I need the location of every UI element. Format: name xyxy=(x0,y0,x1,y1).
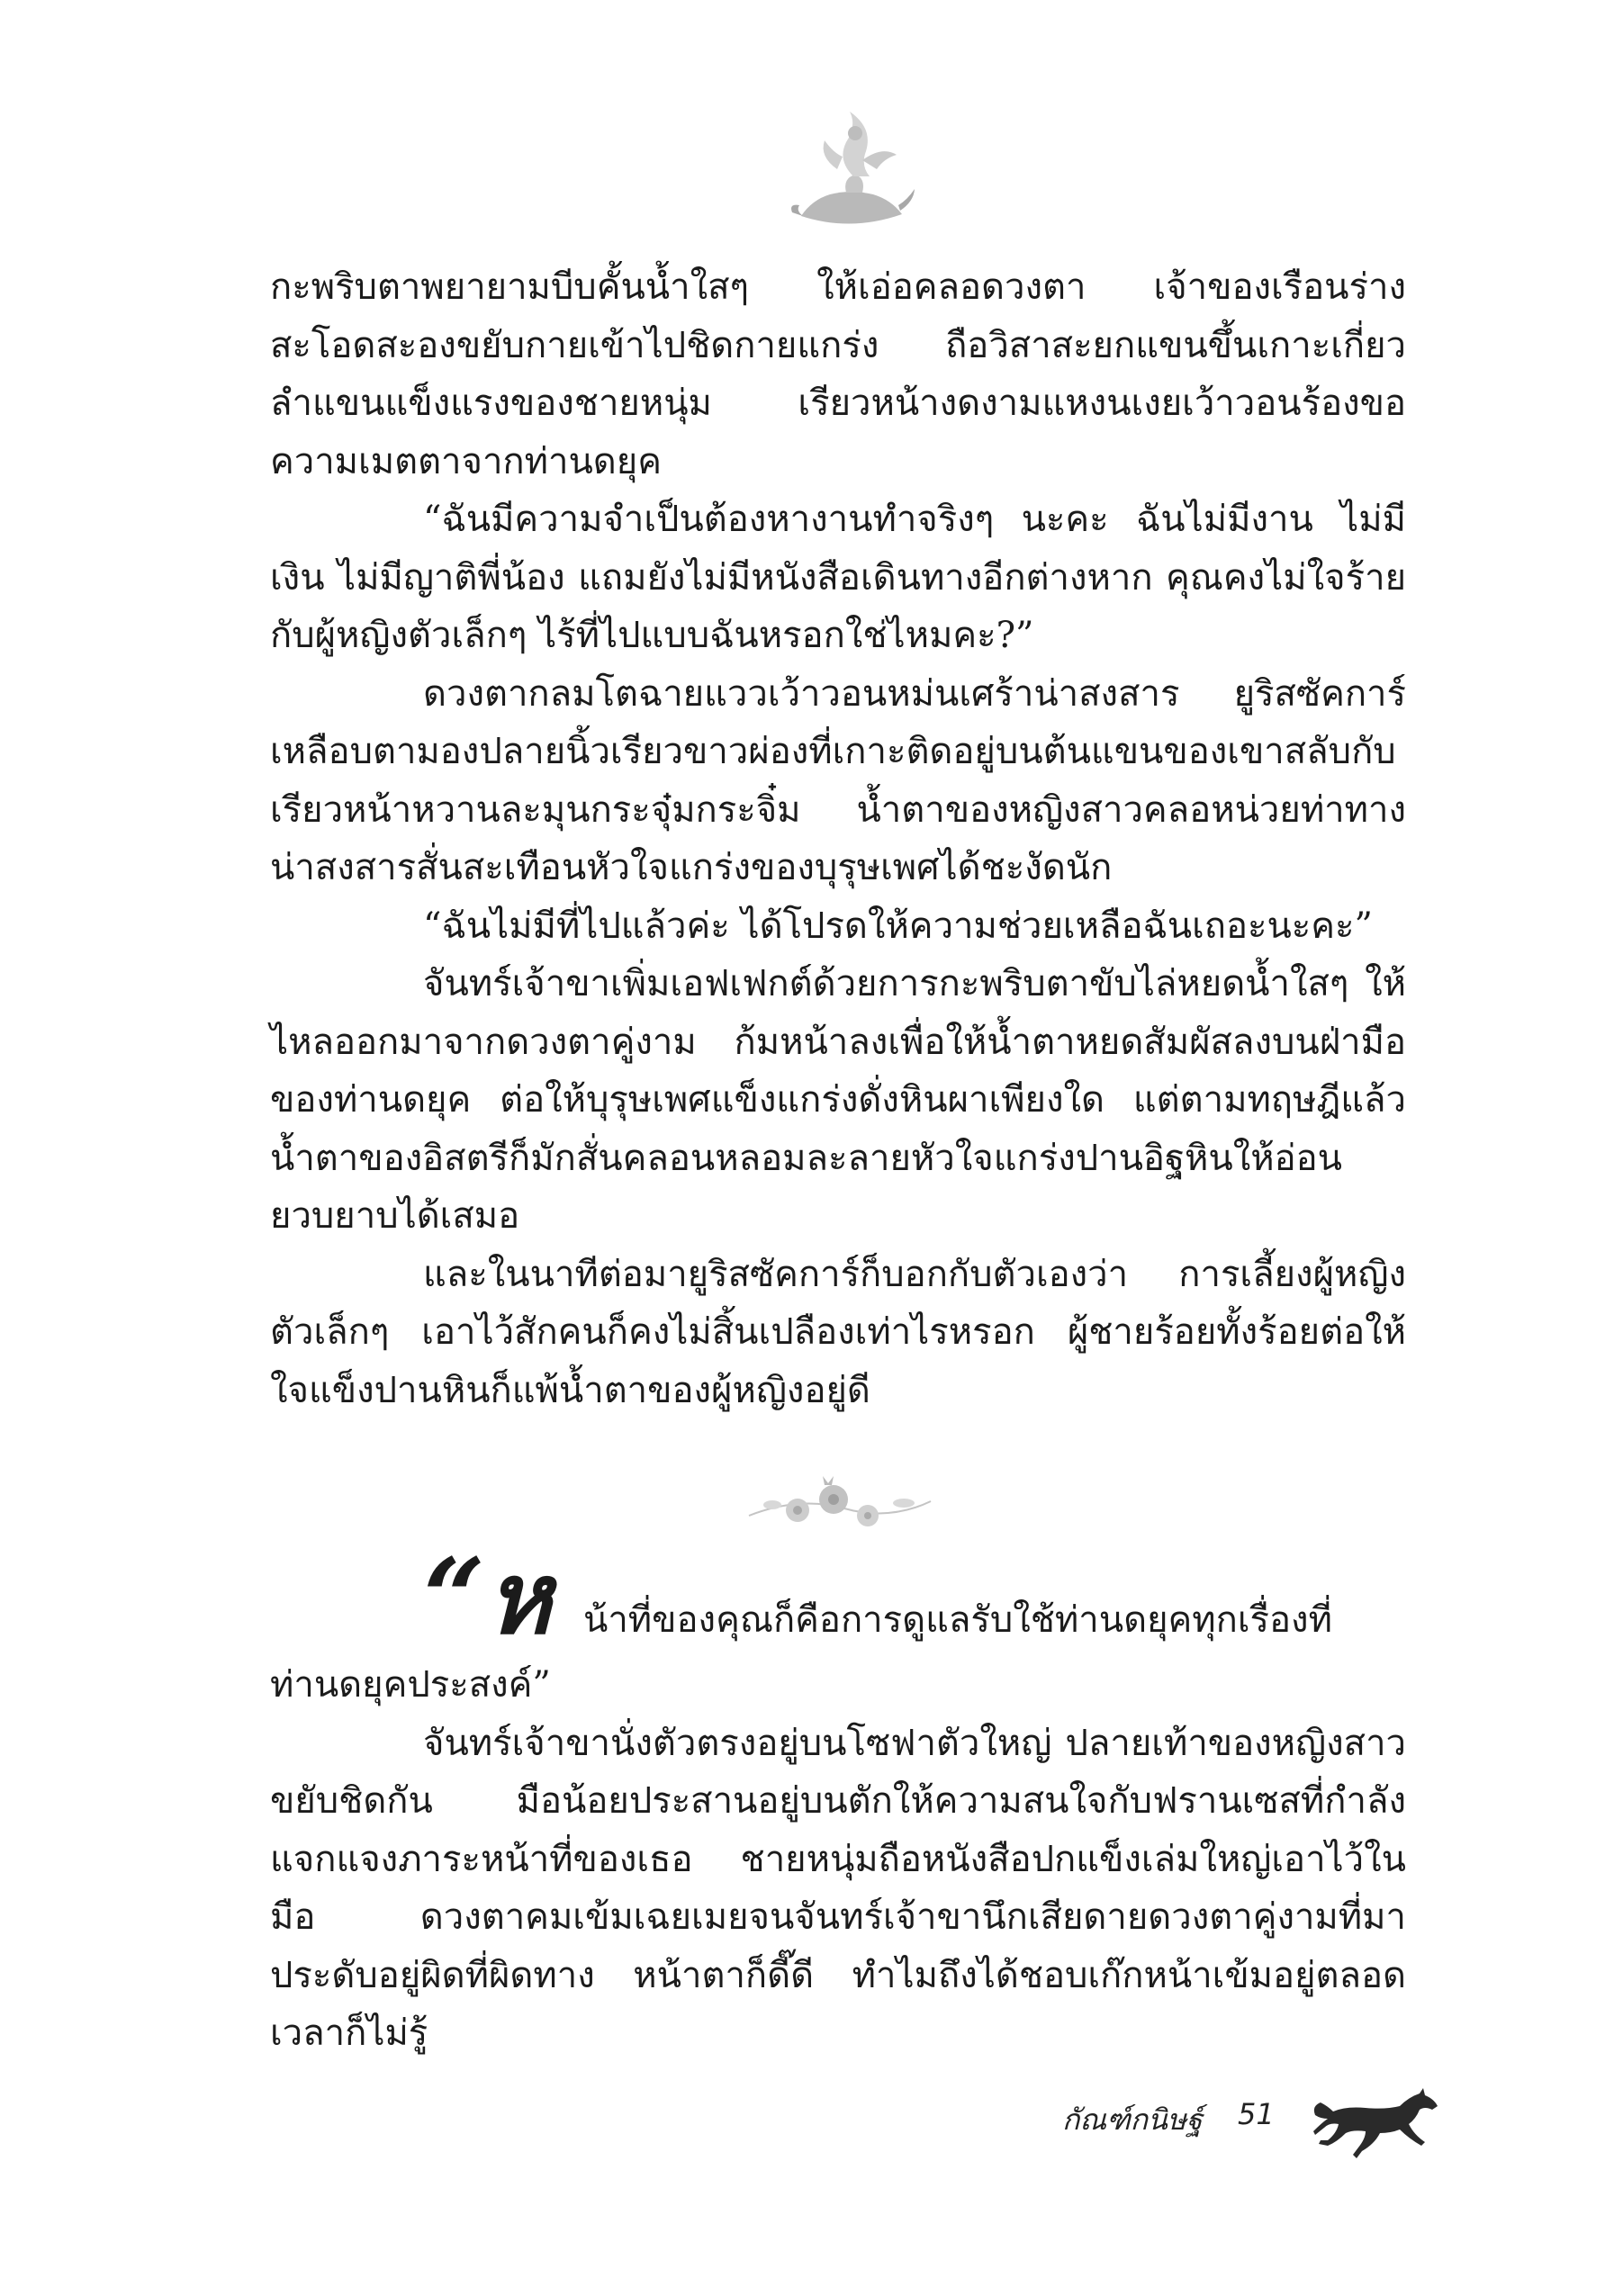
paragraph: “ฉันไม่มีที่ไปแล้วค่ะ ได้โปรดให้ความช่วยเหลือฉันเถอะนะคะ” xyxy=(423,905,1373,947)
drop-cap: ห xyxy=(486,1540,552,1656)
book-title: กัณฑ์กนิษฐ์ xyxy=(1062,2102,1203,2137)
paragraph: ท่านดยุคประสงค์” xyxy=(270,1664,551,1706)
horse-icon xyxy=(1310,2079,1440,2165)
chapter-first-line: น้าที่ของคุณก็คือการดูแลรับใช้ท่านดยุคทุกเรื่องที่ xyxy=(583,1599,1332,1641)
flower-divider-icon xyxy=(745,1469,934,1539)
opening-quote-mark: “ xyxy=(423,1535,486,1661)
paragraph: และในนาทีต่อมายูริสซัคการ์ก็บอกกับตัวเองว่า การเลี้ยงผู้หญิงตัวเล็กๆ เอาไว้สักคนก็คงไม่สิ้นเปลืองเท่าไรหรอก ผู้ชายร้อยทั้งร้อยต่อให้ใจแข็งปานหินก็แพ้น้ำตาของผู้หญิงอยู่ดี xyxy=(270,1253,1406,1411)
body-text-bottom xyxy=(270,1656,1406,2063)
paragraph: ดวงตากลมโตฉายแววเว้าวอนหม่นเศร้าน่าสงสาร ยูริสซัคการ์เหลือบตามองปลายนิ้วเรียวขาวผ่องที่เกาะติดอยู่บนต้นแขนของเขาสลับกับเรียวหน้าหวานละมุนกระจุ๋มกระจิ๋ม น้ำตาของหญิงสาวคลอหน่วยท่าทางน่าสงสารสั่นสะเทือนหัวใจแกร่งของบุรุษเพศได้ชะงัดนัก xyxy=(270,672,1406,888)
body-text-top xyxy=(270,258,1406,1419)
paragraph: จันทร์เจ้าขานั่งตัวตรงอยู่บนโซฟาตัวใหญ่ ปลายเท้าของหญิงสาวขยับชิดกัน มือน้อยประสานอยู่บนตักให้ความสนใจกับฟรานเซสที่กำลังแจกแจงภาระหน้าที่ของเธอ ชายหนุ่มถือหนังสือปกแข็งเล่มใหญ่เอาไว้ในมือ ดวงตาคมเข้มเฉยเมยจนจันทร์เจ้าขานึกเสียดายดวงตาคู่งามที่มาประดับอยู่ผิดที่ผิดทาง หน้าตาก็ดี๊ดี ทำไมถึงได้ชอบเก๊กหน้าเข้มอยู่ตลอดเวลาก็ไม่รู้ xyxy=(270,1722,1406,2054)
paragraph: กะพริบตาพยายามบีบคั้นน้ำใสๆ ให้เอ่อคลอดวงตา เจ้าของเรือนร่างสะโอดสะองขยับกายเข้าไปชิดกายแกร่ง ถือวิสาสะยกแขนขึ้นเกาะเกี่ยวลำแขนแข็งแรงของชายหนุ่ม เรียวหน้างดงามแหงนเงยเว้าวอนร้องขอความเมตตาจากท่านดยุค xyxy=(270,266,1406,482)
page-number: 51 xyxy=(1238,2097,1275,2131)
paragraph: “ฉันมีความจำเป็นต้องหางานทำจริงๆ นะคะ ฉันไม่มีงาน ไม่มีเงิน ไม่มีญาติพี่น้อง แถมยังไม่มีหนังสือเดินทางอีกต่างหาก คุณคงไม่ใจร้ายกับผู้หญิงตัวเล็กๆ ไร้ที่ไปแบบฉันหรอกใช่ไหมคะ?” xyxy=(270,499,1406,656)
chapter-opening xyxy=(270,1535,1406,1661)
paragraph: จันทร์เจ้าขาเพิ่มเอฟเฟกต์ด้วยการกะพริบตาขับไล่หยดน้ำใสๆ ให้ไหลออกมาจากดวงตาคู่งาม ก้มหน้าลงเพื่อให้น้ำตาหยดสัมผัสลงบนฝ่ามือของท่านดยุค ต่อให้บุรุษเพศแข็งแกร่งดั่งหินผาเพียงใด แต่ตามทฤษฎีแล้วน้ำตาของอิสตรีก็มักสั่นคลอนหลอมละลายหัวใจแกร่งปานอิฐหินให้อ่อนยวบยาบได้เสมอ xyxy=(270,963,1406,1237)
lamp-ornament-icon xyxy=(783,106,918,237)
